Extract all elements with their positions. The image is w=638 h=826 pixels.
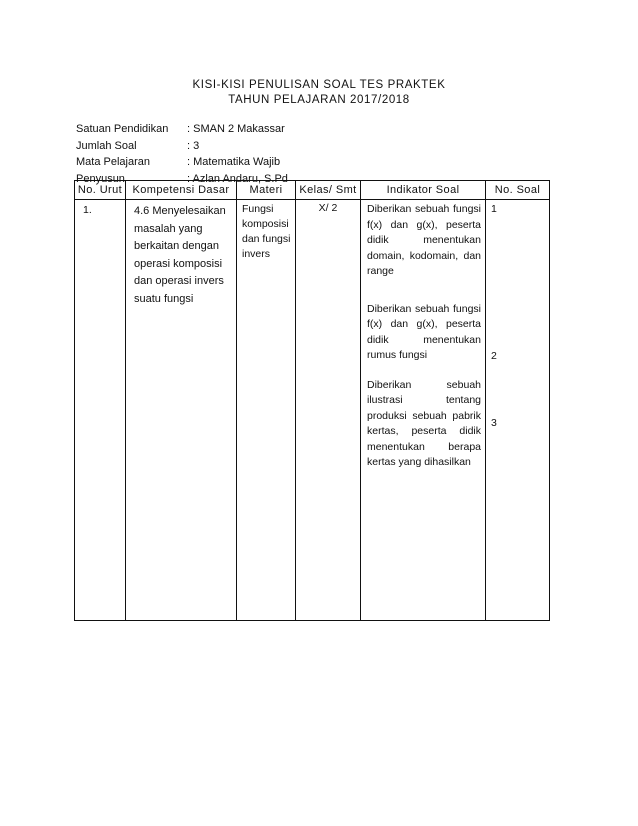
meta-value: : SMAN 2 Makassar bbox=[187, 123, 285, 135]
cell-indikator-soal bbox=[361, 200, 486, 621]
table-row bbox=[75, 200, 550, 621]
meta-label: Jumlah Soal bbox=[76, 139, 137, 152]
no-soal-value: 2 bbox=[491, 350, 497, 362]
cell-no-urut bbox=[75, 200, 126, 621]
cell-no-soal bbox=[486, 200, 550, 621]
meta-row-mata-pelajaran bbox=[76, 154, 288, 171]
no-soal-value: 3 bbox=[491, 417, 497, 429]
kompetensi-dasar-text: 4.6 Menyelesaikan masalah yang berkaitan dengan operasi komposisi dan operasi invers suatu fungsi bbox=[134, 205, 226, 305]
meta-row-jumlah-soal bbox=[76, 138, 288, 155]
indikator-item: Diberikan sebuah ilustrasi tentang produksi sebuah pabrik kertas, peserta didik menentukan berapa kertas yang dihasilkan bbox=[367, 378, 481, 468]
document-subtitle: TAHUN PELAJARAN 2017/2018 bbox=[228, 94, 410, 106]
cell-kelas-smt bbox=[296, 200, 361, 621]
header-kelas-smt: Kelas/ Smt bbox=[296, 181, 361, 200]
header-no-soal: No. Soal bbox=[486, 181, 550, 200]
header-indikator-soal: Indikator Soal bbox=[361, 181, 486, 200]
kelas-smt-value: X/ 2 bbox=[318, 202, 338, 214]
no-urut-value: 1. bbox=[83, 204, 92, 216]
meta-value: : 3 bbox=[187, 139, 200, 152]
indikator-list bbox=[361, 200, 485, 471]
cell-materi bbox=[237, 200, 296, 621]
materi-text: Fungsi komposisi dan fungsi invers bbox=[242, 203, 291, 260]
document-title: KISI-KISI PENULISAN SOAL TES PRAKTEK bbox=[192, 79, 446, 91]
meta-label: Penyusun bbox=[76, 172, 125, 185]
header-kompetensi-dasar: Kompetensi Dasar bbox=[126, 181, 237, 200]
meta-label: Mata Pelajaran bbox=[76, 156, 150, 168]
header-no-urut: No. Urut bbox=[75, 181, 126, 200]
document-meta bbox=[76, 121, 288, 187]
meta-row-satuan-pendidikan bbox=[76, 121, 288, 138]
no-soal-value: 1 bbox=[491, 203, 497, 215]
table-header-row bbox=[75, 181, 550, 200]
indikator-item: Diberikan sebuah fungsi f(x) dan g(x), peserta didik menentukan rumus fungsi bbox=[367, 302, 481, 361]
kisi-kisi-table bbox=[74, 180, 550, 621]
meta-value: : Azlan Andaru, S.Pd bbox=[187, 172, 288, 185]
header-materi: Materi bbox=[237, 181, 296, 200]
meta-value: : Matematika Wajib bbox=[187, 156, 281, 168]
cell-kompetensi-dasar bbox=[126, 200, 237, 621]
meta-label: Satuan Pendidikan bbox=[76, 123, 169, 135]
indikator-item: Diberikan sebuah fungsi f(x) dan g(x), peserta didik menentukan domain, kodomain, dan range bbox=[367, 203, 481, 277]
